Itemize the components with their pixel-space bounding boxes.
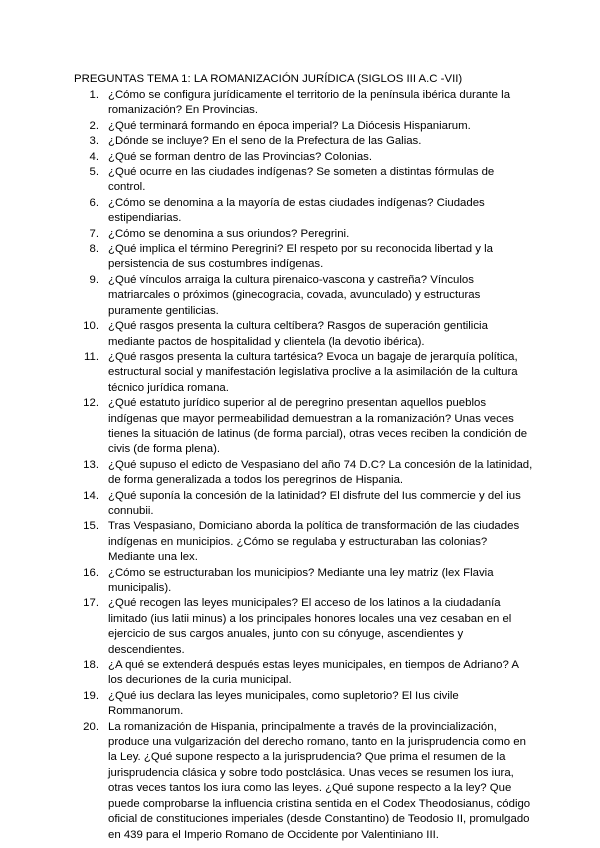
question-text: ¿Qué ocurre en las ciudades indígenas? Se someten a distintas fórmulas de control. bbox=[108, 166, 495, 194]
question-number: 13. bbox=[83, 458, 99, 471]
question-text: ¿Cómo se configura jurídicamente el territorio de la península ibérica durante la romanización? En Provincias. bbox=[108, 89, 511, 117]
document-title: PREGUNTAS TEMA 1: LA ROMANIZACIÓN JURÍDICA (SIGLOS III A.C -VII) bbox=[74, 73, 463, 85]
question-item bbox=[74, 720, 534, 843]
question-text: ¿Qué ius declara las leyes municipales, como supletorio? El Ius civile Rommanorum. bbox=[108, 689, 459, 718]
question-text: ¿Qué rasgos presenta la cultura tartésica? Evoca un bagaje de jerarquía política, estructural social y manifestación legislativa proclive a la asimilación de la cultura técnico jurídica romana. bbox=[108, 350, 518, 394]
question-number: 14. bbox=[83, 489, 99, 502]
question-number: 4. bbox=[89, 150, 99, 163]
question-number: 3. bbox=[89, 135, 99, 148]
question-number: 7. bbox=[89, 227, 99, 240]
question-text: ¿Qué rasgos presenta la cultura celtíbera? Rasgos de superación gentilicia mediante pactos de hospitalidad y clientela (la devotio ibérica). bbox=[108, 320, 488, 348]
question-item bbox=[74, 489, 534, 520]
question-text: Tras Vespasiano, Domiciano aborda la política de transformación de las ciudades indígenas en municipios. ¿Cómo se regulaba y estructuraban las colonias? Mediante una lex. bbox=[108, 520, 520, 564]
question-number: 16. bbox=[83, 566, 99, 579]
question-number: 6. bbox=[89, 196, 99, 209]
question-text: ¿Qué vínculos arraiga la cultura pirenaico-vascona y castreña? Vínculos matriarcales o próximos (ginecogracia, covada, avunculado) y estructuras puramente gentilicias. bbox=[108, 273, 481, 317]
question-item bbox=[74, 519, 534, 565]
question-number: 2. bbox=[89, 119, 99, 132]
question-number: 12. bbox=[83, 397, 99, 410]
question-number: 18. bbox=[83, 659, 99, 672]
question-text: ¿A qué se extenderá después estas leyes municipales, en tiempos de Adriano? A los decuriones de la curia municipal. bbox=[108, 659, 519, 687]
question-item bbox=[74, 596, 534, 658]
question-text: ¿Qué se forman dentro de las Provincias? Colonias. bbox=[108, 150, 373, 163]
question-number: 10. bbox=[83, 320, 99, 333]
question-item bbox=[74, 227, 534, 242]
question-item bbox=[74, 350, 534, 396]
question-item bbox=[74, 150, 534, 165]
question-text: La romanización de Hispania, principalmente a través de la provincialización, produce una vulgarización del derecho romano, tanto en la jurisprudencia como en la Ley. ¿Qué supone respecto a la jurisprudencia? Que prima el resumen de la jurisprudencia clásica y sobre todo postclásica. Unas veces se resumen los iura, otras veces tantos los iura como las leyes. ¿Qué supone respecto a la ley? Que puede comprobarse la influencia cristina sentida en el Codex Theodosianus, código oficial de constituciones imperiales (desde Constantino) de Teodosio II, promulgado en 439 para el Imperio Romano de Occidente por Valentiniano III. bbox=[108, 720, 531, 841]
question-item bbox=[74, 319, 534, 350]
question-text: ¿Cómo se estructuraban los municipios? Mediante una ley matriz (lex Flavia municipalis). bbox=[108, 566, 494, 594]
question-text: ¿Qué terminará formando en época imperial? La Diócesis Hispaniarum. bbox=[108, 119, 471, 132]
question-number: 15. bbox=[83, 520, 99, 533]
question-text: ¿Dónde se incluye? En el seno de la Prefectura de las Galias. bbox=[108, 135, 422, 148]
question-item bbox=[74, 242, 534, 273]
question-number: 9. bbox=[89, 273, 99, 286]
question-number: 19. bbox=[83, 689, 99, 702]
question-item bbox=[74, 658, 534, 689]
question-item bbox=[74, 458, 534, 489]
question-text: ¿Qué implica el término Peregrini? El respeto por su reconocida libertad y la persistencia de sus costumbres indígenas. bbox=[108, 243, 493, 271]
question-item bbox=[74, 88, 534, 119]
question-text: ¿Cómo se denomina a la mayoría de estas ciudades indígenas? Ciudades estipendiarias. bbox=[108, 196, 485, 225]
question-text: ¿Qué recogen las leyes municipales? El acceso de los latinos a la ciudadanía limitado (ius latii minus) a los principales honores locales una vez cesaban en el ejercicio de sus cargos anuales, junto con su cónyuge, ascendientes y descendientes. bbox=[108, 597, 512, 656]
question-number: 20. bbox=[83, 720, 99, 733]
question-item bbox=[74, 119, 534, 134]
question-number: 17. bbox=[83, 597, 99, 610]
question-list bbox=[74, 88, 534, 843]
question-text: ¿Qué supuso el edicto de Vespasiano del año 74 D.C? La concesión de la latinidad, de forma generalizada a todos los peregrinos de Hispania. bbox=[108, 458, 533, 487]
question-text: ¿Cómo se denomina a sus oriundos? Peregrini. bbox=[108, 227, 350, 240]
question-item bbox=[74, 134, 534, 149]
question-item bbox=[74, 689, 534, 720]
question-item bbox=[74, 273, 534, 319]
question-item bbox=[74, 196, 534, 227]
question-item bbox=[74, 566, 534, 597]
question-text: ¿Qué estatuto jurídico superior al de peregrino presentan aquellos pueblos indígenas que mayor permeabilidad demuestran a la romanización? Unas veces tienes la situación de latinus (de forma parcial), otras veces reciben la condición de civis (de forma plena). bbox=[108, 397, 528, 456]
question-number: 8. bbox=[89, 243, 99, 256]
question-number: 11. bbox=[84, 350, 99, 363]
question-number: 5. bbox=[89, 166, 99, 179]
question-text: ¿Qué suponía la concesión de la latinidad? El disfrute del Ius commercie y del ius connubii. bbox=[108, 489, 521, 517]
document-page bbox=[74, 71, 534, 843]
question-item bbox=[74, 396, 534, 458]
question-number: 1. bbox=[89, 89, 99, 101]
question-item bbox=[74, 165, 534, 196]
